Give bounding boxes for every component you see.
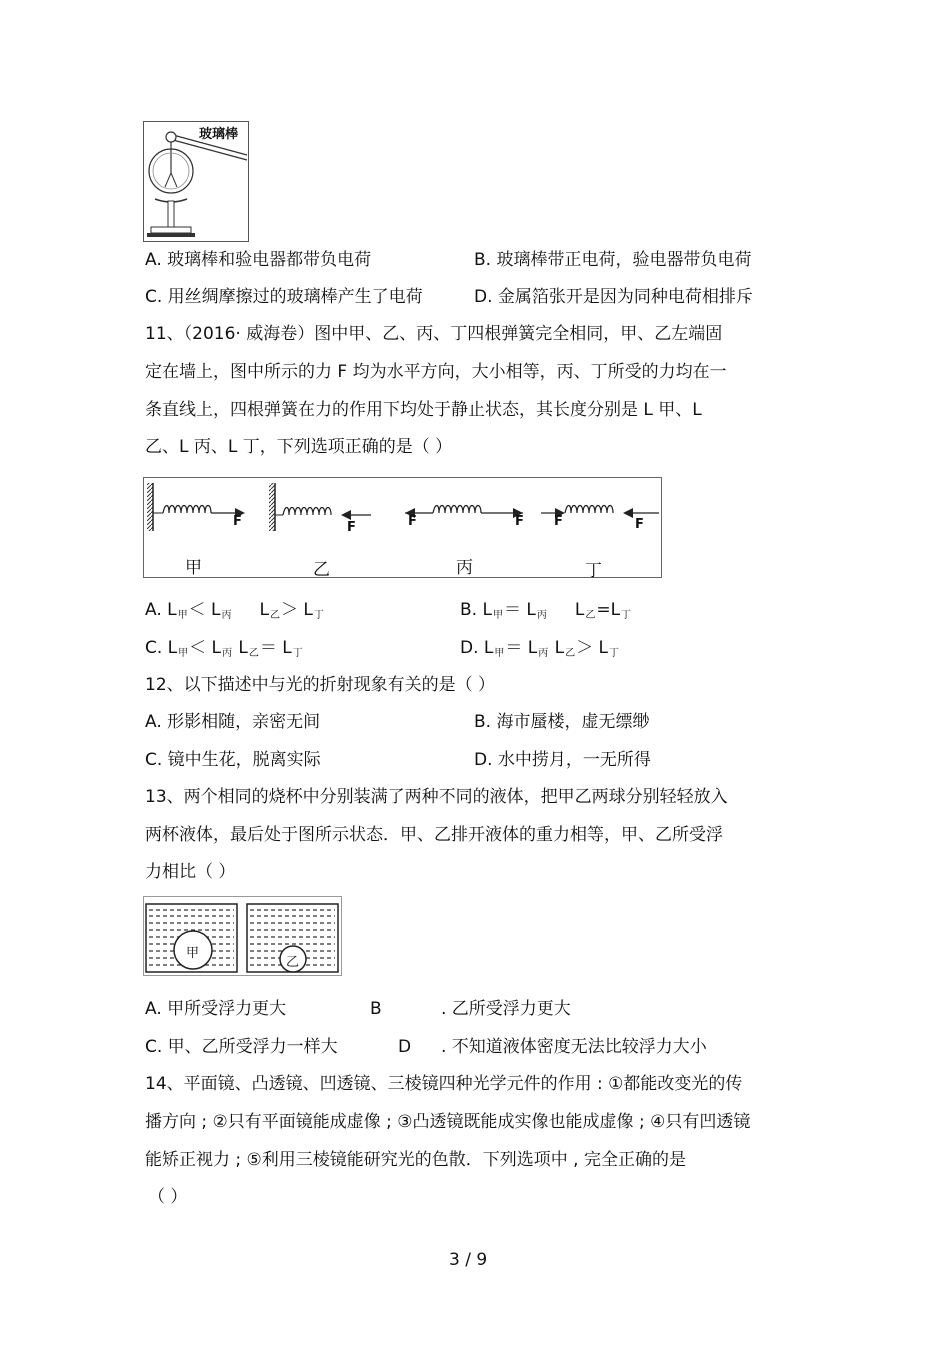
q10-option-b: B. 玻璃棒带正电荷，验电器带负电荷 [474,250,752,270]
q12-option-a: A. 形影相随，亲密无间 [145,712,321,732]
q12-option-c: C. 镜中生花，脱离实际 [145,750,321,770]
spring-force-label-5: F [554,514,563,529]
q11-option-d: D. L甲＝ L丙 L乙＞ L丁 [460,638,619,659]
q13-option-b-letter: B [370,999,382,1019]
q11-stem-line1: 11、（2016· 威海卷）图中甲、乙、丙、丁四根弹簧完全相同，甲、乙左端固 [145,324,723,344]
spring-force-label-6: F [635,517,644,532]
q12-option-b: B. 海市蜃楼，虚无缥缈 [474,712,650,732]
q14-stem-line1: 14、平面镜、凸透镜、凹透镜、三棱镜四种光学元件的作用 : ①都能改变光的传 [145,1074,743,1094]
spring-label-ding: 丁 [585,561,602,581]
electroscope-figure [143,121,249,242]
q10-option-c: C. 用丝绸摩擦过的玻璃棒产生了电荷 [145,287,423,307]
spring-force-label-2: F [347,520,356,535]
spring-label-yi: 乙 [313,560,330,580]
q14-stem-line4: （ ） [148,1187,188,1207]
q10-option-a: A. 玻璃棒和验电器都带负电荷 [145,250,372,270]
beakers-figure [143,896,342,976]
spring-label-jia: 甲 [185,558,202,578]
q14-stem-line2: 播方向 ; ②只有平面镜能成虚像 ; ③凸透镜既能成实像也能成虚像 ; ④只有凹透镜 [145,1112,751,1132]
ball-jia-label: 甲 [186,946,200,961]
q11-stem-line3: 条直线上，四根弹簧在力的作用下均处于静止状态，其长度分别是 L 甲、L [145,400,702,420]
q10-option-d: D. 金属箔张开是因为同种电荷相排斥 [474,287,753,307]
q13-option-b: . 乙所受浮力更大 [441,999,571,1019]
q11-option-c: C. L甲＜ L丙 L乙＝ L丁 [145,638,303,659]
spring-force-label-1: F [233,514,242,529]
spring-force-label-3: F [408,514,417,529]
q13-option-d: . 不知道液体密度无法比较浮力大小 [441,1037,707,1057]
q11-option-b: B. L甲＝ L丙 L乙=L丁 [460,600,632,621]
q12-option-d: D. 水中捞月，一无所得 [474,750,651,770]
page-number: 3 / 9 [449,1250,488,1270]
springs-figure [143,477,662,581]
q13-option-d-letter: D [398,1037,412,1057]
q11-stem-line2: 定在墙上，图中所示的力 F 均为水平方向，大小相等，丙、丁所受的力均在一 [145,362,727,382]
q13-stem-line2: 两杯液体，最后处于图所示状态．甲、乙排开液体的重力相等，甲、乙所受浮 [145,825,723,845]
q13-stem-line3: 力相比（ ） [145,862,236,882]
glass-rod-label: 玻璃棒 [199,127,239,142]
ball-yi-label: 乙 [286,955,300,970]
spring-force-label-4: F [515,514,524,529]
q11-stem-line4: 乙、L 丙、L 丁，下列选项正确的是（ ） [145,437,453,457]
spring-label-bing: 丙 [456,558,473,578]
q11-option-a: A. L甲＜ L丙 L乙＞ L丁 [145,600,324,621]
q13-option-a: A. 甲所受浮力更大 [145,999,287,1019]
q13-stem-line1: 13、两个相同的烧杯中分别装满了两种不同的液体，把甲乙两球分别轻轻放入 [145,787,728,807]
q12-stem: 12、以下描述中与光的折射现象有关的是（ ） [145,675,496,695]
q14-stem-line3: 能矫正视力 ; ⑤利用三棱镜能研究光的色散．下列选项中 , 完全正确的是 [145,1150,686,1170]
q13-option-c: C. 甲、乙所受浮力一样大 [145,1037,338,1057]
